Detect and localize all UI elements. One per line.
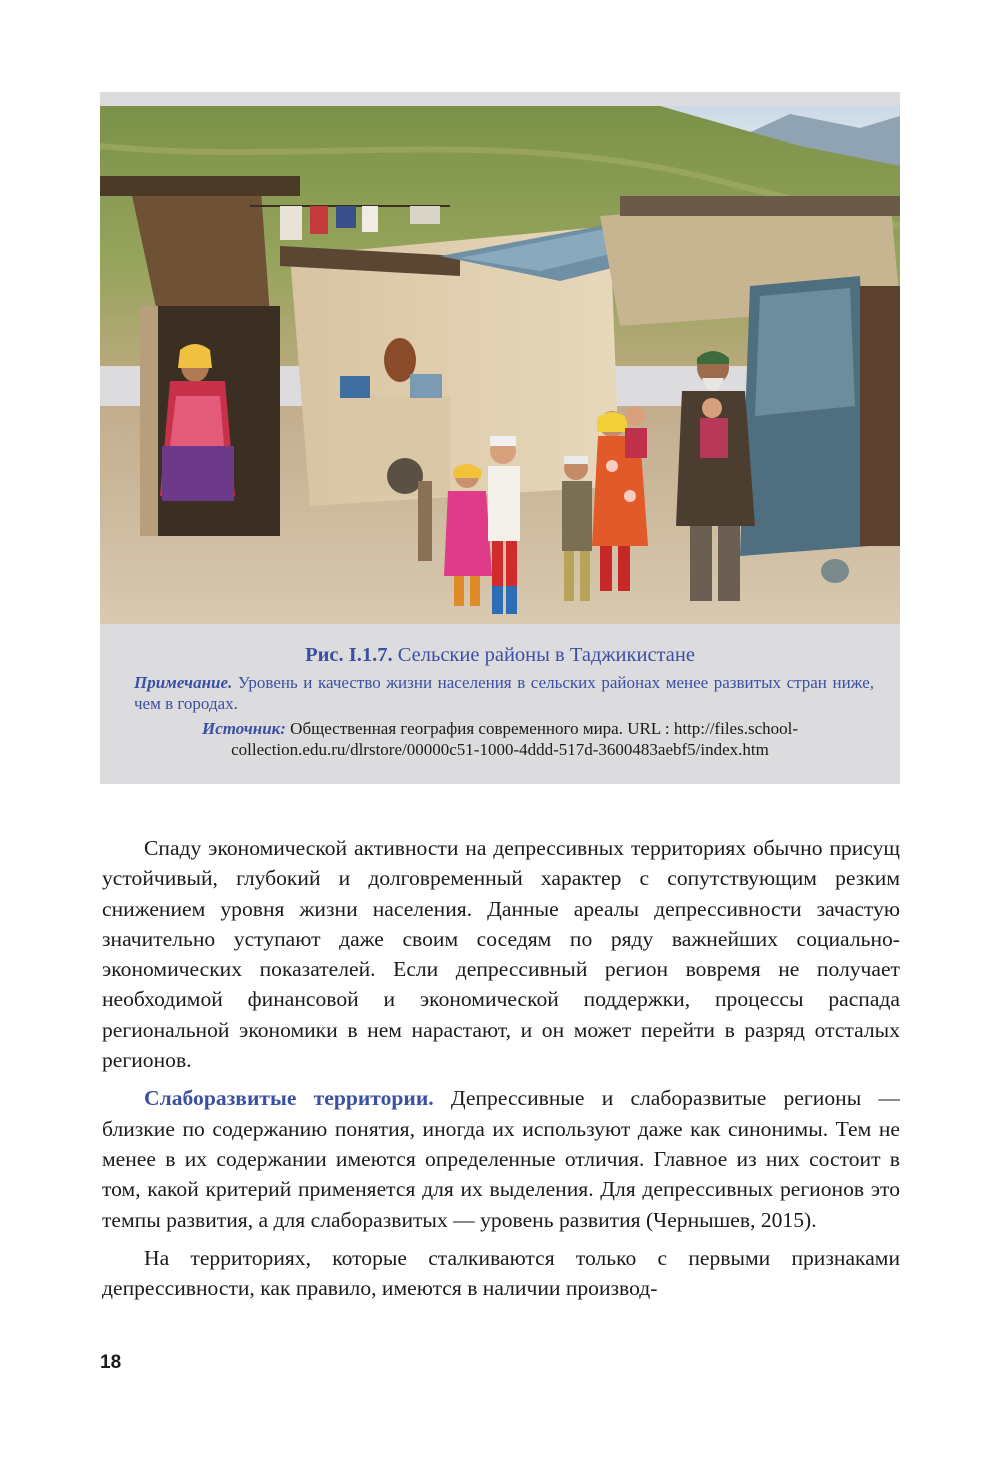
body-text [102, 833, 900, 1311]
figure-label: Рис. I.1.7. [305, 644, 393, 666]
paragraph: На территориях, которые сталкиваются только с первыми признаками депрессивности, как правило, имеются в наличии производ- [102, 1245, 900, 1301]
figure-title-text: Сельские районы в Таджикистане [397, 644, 695, 666]
figure-source-label: Источник: [202, 719, 286, 738]
paragraph [102, 1083, 900, 1234]
figure [100, 92, 900, 784]
figure-photo [100, 106, 900, 624]
page-number: 18 [100, 1352, 122, 1373]
figure-source [122, 718, 878, 760]
figure-note-text: Уровень и качество жизни населения в сельских районах менее развитых стран ниже, чем в городах. [134, 673, 874, 713]
paragraph: Спаду экономической активности на депрессивных территориях обычно присущ устойчивый, глубокий и долговременный характер с сопутствующим резким снижением уровня жизни населения. Данные ареалы депрессивности зачастую значительно уступают даже своим соседям по ряду важнейших социально-экономических показателей. Если депрессивный регион вовремя не получает необходимой финансовой и экономической поддержки, процессы распада региональной экономики в нем нарастают, и он может перейти в разряд отсталых регионов. [102, 836, 900, 1073]
term-heading: Слаборазвитые территории. [144, 1086, 434, 1111]
figure-source-text: Общественная география современного мира. URL : http://files.school-collection.edu.ru/dlrstore/00000c51-1000-4ddd-517d-3600483aebf5/index.htm [231, 719, 798, 759]
figure-caption [100, 632, 900, 760]
figure-note-label: Примечание. [134, 673, 233, 692]
paragraph-text: Депрессивные и слаборазвитые регионы — близкие по содержанию понятия, иногда их используют даже как синонимы. Тем не менее в их содержании имеются определенные отличия. Главное из них состоит в том, какой критерий применяется для их выделения. Для депрессивных регионов это темпы развития, а для слаборазвитых — уровень развития (Чернышев, 2015). [102, 1086, 900, 1232]
figure-title [100, 642, 900, 668]
figure-note [134, 672, 874, 714]
